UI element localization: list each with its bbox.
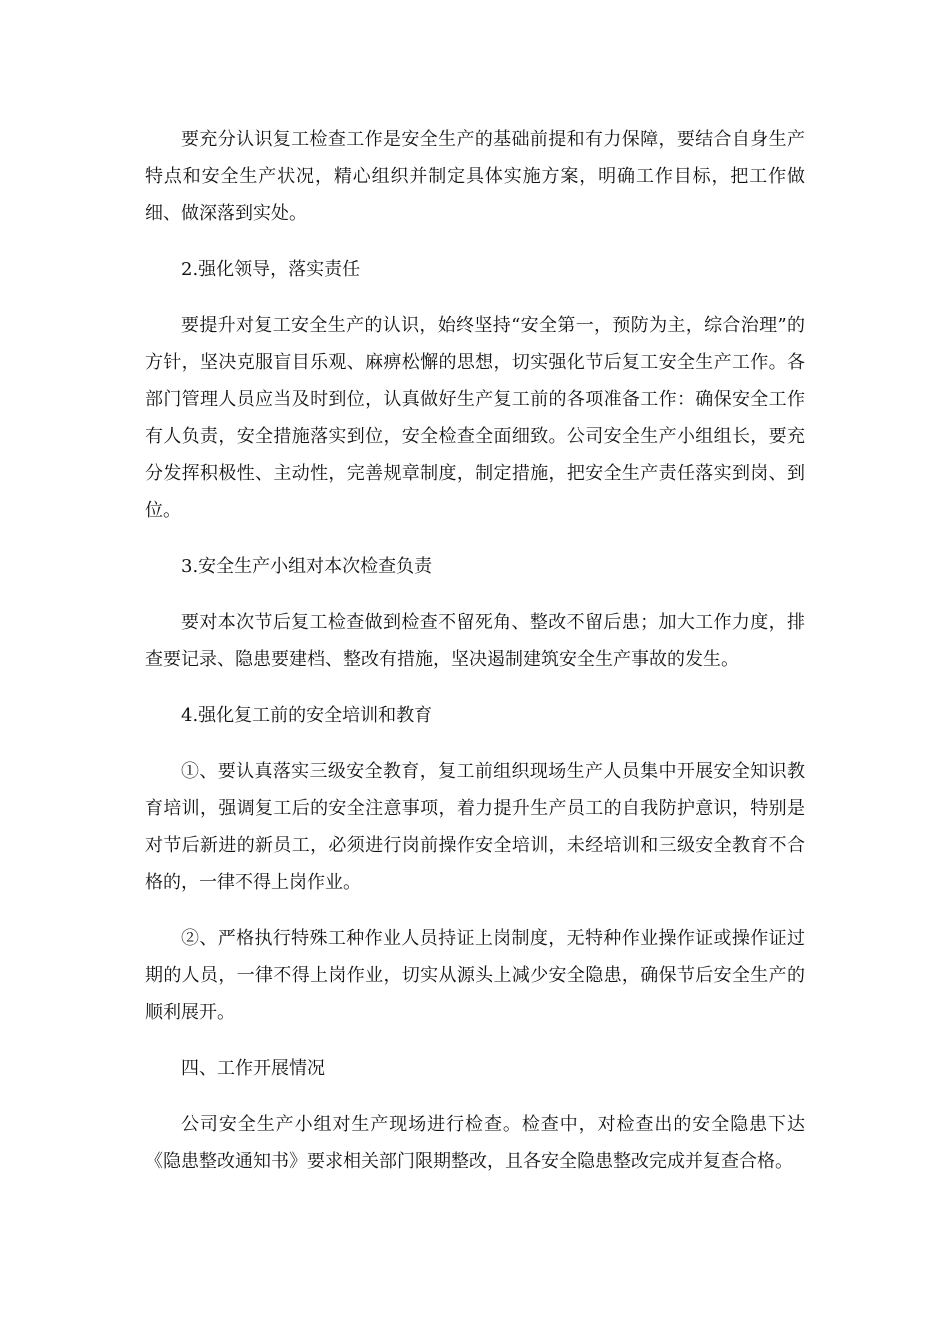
- section-heading: 四、工作开展情况: [181, 1058, 325, 1079]
- document-body: [145, 121, 805, 1199]
- section-heading: 3.安全生产小组对本次检查负责: [181, 556, 433, 577]
- section-heading: 2.强化领导，落实责任: [181, 259, 361, 280]
- body-paragraph: 要提升对复工安全生产的认识，始终坚持“安全第一，预防为主，综合治理”的方针，坚决克服盲目乐观、麻痹松懈的思想，切实强化节后复工安全生产工作。各部门管理人员应当及时到位，认真做好生产复工前的各项准备工作：确保安全工作有人负责，安全措施落实到位，安全检查全面细致。公司安全生产小组组长，要充分发挥积极性、主动性，完善规章制度，制定措施，把安全生产责任落实到岗、到位。: [145, 315, 805, 521]
- section-heading: 4.强化复工前的安全培训和教育: [181, 705, 433, 726]
- body-paragraph: ②、严格执行特殊工种作业人员持证上岗制度，无特种作业操作证或操作证过期的人员，一律不得上岗作业，切实从源头上减少安全隐患，确保节后安全生产的顺利展开。: [145, 928, 805, 1023]
- body-paragraph: 要充分认识复工检查工作是安全生产的基础前提和有力保障，要结合自身生产特点和安全生产状况，精心组织并制定具体实施方案，明确工作目标，把工作做细、做深落到实处。: [145, 129, 805, 224]
- body-paragraph: ①、要认真落实三级安全教育，复工前组织现场生产人员集中开展安全知识教育培训，强调复工后的安全注意事项，着力提升生产员工的自我防护意识，特别是对节后新进的新员工，必须进行岗前操作安全培训，未经培训和三级安全教育不合格的，一律不得上岗作业。: [145, 761, 805, 893]
- body-paragraph: 要对本次节后复工检查做到检查不留死角、整改不留后患；加大工作力度，排查要记录、隐患要建档、整改有措施，坚决遏制建筑安全生产事故的发生。: [145, 612, 805, 670]
- body-paragraph: 公司安全生产小组对生产现场进行检查。检查中，对检查出的安全隐患下达《隐患整改通知书》要求相关部门限期整改，且各安全隐患整改完成并复查合格。: [145, 1114, 805, 1172]
